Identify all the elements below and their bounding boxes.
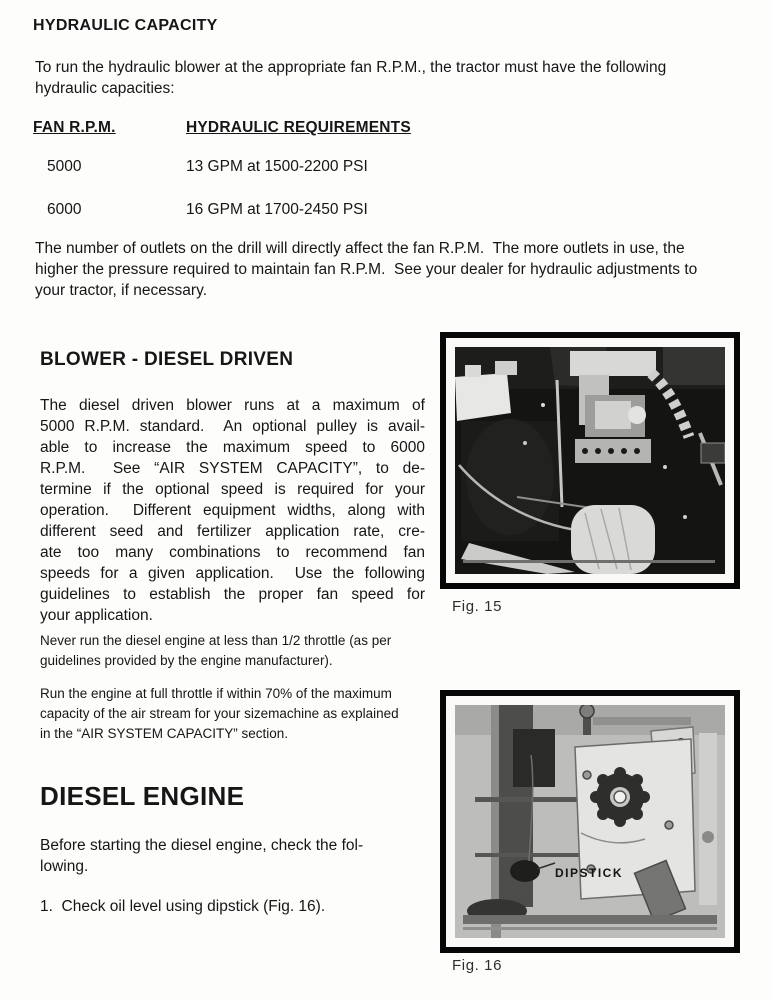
sprocket-gear <box>590 767 650 827</box>
figure-16-photo-frame <box>440 690 740 953</box>
blower-note-full-throttle: Run the engine at full throttle if within 70% of the maximum capacity of the air stream for your sizemachine as explained in the “AIR SYSTEM CAPACITY” section. <box>40 686 399 741</box>
table-row-requirement-value: 16 GPM at 1700-2450 PSI <box>186 201 368 218</box>
dipstick-label: DIPSTICK <box>555 866 624 880</box>
table-row-requirement-value: 13 GPM at 1500-2200 PSI <box>186 158 368 175</box>
table-header-fan-rpm: FAN R.P.M. <box>33 119 116 136</box>
outlets-paragraph: The number of outlets on the drill will directly affect the fan R.P.M. The more outlets in use, the higher the pressure required to maintain fan R.P.M. See your dealer for hydraulic adjustments to your tractor, if necessary. <box>35 240 698 299</box>
section-title-blower-diesel-driven: BLOWER - DIESEL DRIVEN <box>40 349 294 370</box>
figure-15-caption: Fig. 15 <box>452 598 503 615</box>
section-title-diesel-engine: DIESEL ENGINE <box>40 781 245 811</box>
engine-compartment-photo <box>455 347 725 574</box>
figure-16-caption: Fig. 16 <box>452 957 503 974</box>
table-header-hydraulic-requirements: HYDRAULIC REQUIREMENTS <box>186 119 411 136</box>
figure-15-photo-frame <box>440 332 740 589</box>
diesel-engine-dipstick-photo <box>455 705 725 938</box>
diesel-step-1: 1. Check oil level using dipstick (Fig. 16). <box>40 898 326 915</box>
diesel-intro-paragraph: Before starting the diesel engine, check the fol- lowing. <box>40 837 364 875</box>
table-row-rpm-value: 5000 <box>47 158 82 175</box>
blower-body-paragraph: The diesel driven blower runs at a maximum of 5000 R.P.M. standard. An optional pulley is avail- able to increase the maximum speed to 6000 R.P.M. See “AIR SYSTEM CAPACITY”, to de- termine if the optional speed is required for your operation. Different equipment widths, along with different seed and fertilizer application rate, cre- ate too many combinations to recommend fan speeds for a given application. Use the following guidelines to establish the proper fan speed for your application. <box>40 397 425 624</box>
section-title-hydraulic-capacity: HYDRAULIC CAPACITY <box>33 17 218 34</box>
table-row-rpm-value: 6000 <box>47 201 82 218</box>
hydraulic-intro-paragraph: To run the hydraulic blower at the appropriate fan R.P.M., the tractor must have the following hydraulic capacities: <box>35 59 667 97</box>
blower-note-throttle-minimum: Never run the diesel engine at less than 1/2 throttle (as per guidelines provided by the engine manufacturer). <box>40 633 392 668</box>
